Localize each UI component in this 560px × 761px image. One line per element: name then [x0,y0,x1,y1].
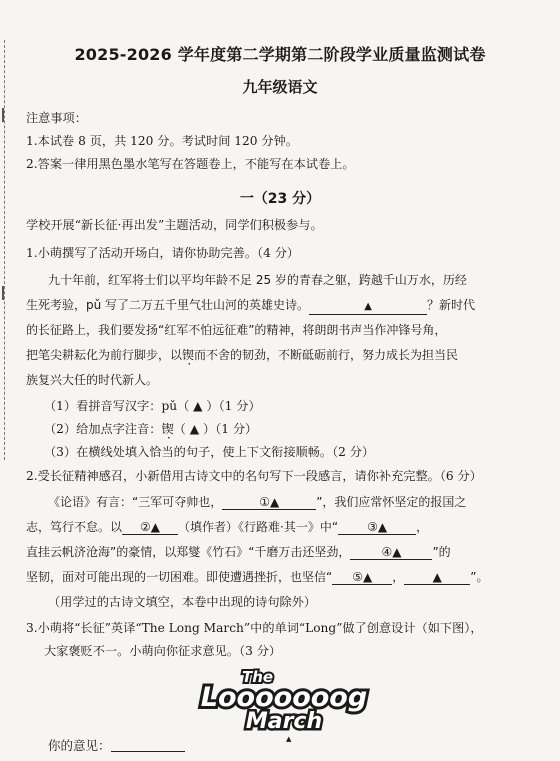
long-march-logo [190,662,378,732]
q2-line-3 [26,544,546,560]
q1-sub-2 [44,421,560,437]
q2-line-1 [48,494,560,510]
q1-sub-text: （2）给加点字注音： [44,422,162,436]
q2-blank-1: ①▲ [222,495,316,510]
binding-dashed-line [4,40,5,460]
q1-text: 把笔尖耕耘化为前行脚步，以 [26,348,183,362]
q2-blank-6: ▲ [404,570,470,585]
q2-text: 坚韧，面对可能出现的一切困难。即使遭遇挫折，也坚信“ [26,570,333,584]
q1-paragraph-line-3: 的长征路上，我们要发扬“红军不怕远征难”的精神，将朗朗书声当作冲锋号角， [26,323,447,337]
q2-text: ， [416,520,429,534]
q2-blank-2: ②▲ [122,520,178,535]
q3-prompt-line-1: 3.小萌将“长征”英译“The Long March”中的单词“Long”做了创意设计（如下图）， [26,621,483,635]
q1-sub-text: （ ▲ ）（1 分） [173,422,258,436]
q2-blank-5: ⑤▲ [332,570,392,585]
notice-item-2: 2.答案一律用黑色墨水笔写在答题卷上，不能写在本试卷上。 [26,157,355,171]
q1-text: 而不舍的韧劲，不断砥砺前行，努力成长为担当民 [194,348,459,362]
q3-opinion [48,736,185,754]
q2-text: ”。 [470,570,489,584]
q2-text: （填作者）《行路难·其一》中“ [178,520,339,534]
q1-paragraph-line-4 [26,347,546,363]
logo-word-long: Looooooog [200,682,368,713]
section-intro: 学校开展“新长征·再出发”主题活动，同学们积极参与。 [26,218,323,232]
q1-paragraph-line-1: 九十年前，红军将士们以平均年龄不足 25 岁的青春之躯，跨越千山万水，历经 [48,273,467,287]
section-heading: 一（23 分） [239,191,321,207]
q1-paragraph-line-2 [26,297,546,315]
q2-text: 志，笃行不怠。以 [26,520,123,534]
exam-title: 2025-2026 学年度第二学期第二阶段学业质量监测试卷 [74,45,486,64]
q1-paragraph-line-5: 族复兴大任的时代新人。 [26,373,159,387]
q3-prompt-line-2: 大家褒贬不一。小萌向你征求意见。（3 分） [44,644,282,658]
q1-sub-1: （1）看拼音写汉字：pǔ（ ▲ ）（1 分） [44,399,261,413]
q2-line-4 [26,569,546,585]
notice-label: 注意事项： [26,111,87,125]
q2-text: ”的 [432,545,451,559]
logo-word-march: March [245,709,323,732]
q2-text: ”，我们应常怀坚定的报国之 [316,495,467,509]
q1-answer-blank [309,298,427,315]
binding-mark [2,286,10,300]
q1-sub-dotted-char: 锲 [161,422,174,436]
q1-prompt: 1.小萌撰写了活动开场白，请你协助完善。（4 分） [26,246,300,260]
q2-line-2 [26,519,546,535]
exam-subject: 九年级语文 [242,78,318,96]
answer-triangle: ▲ [364,301,372,312]
q3-opinion-blank[interactable] [111,751,185,752]
binding-mark [2,108,10,122]
q2-blank-4: ④▲ [350,545,432,560]
notice-item-1: 1.本试卷 8 页，共 120 分。考试时间 120 分钟。 [26,134,298,148]
q1-sub-3: （3）在横线处填入恰当的句子，使上下文衔接顺畅。（2 分） [44,445,375,459]
q2-text: 《论语》有言：“三军可夺帅也， [48,495,223,509]
q2-text: ， [392,570,405,584]
logo-word-the: The [242,668,274,686]
q2-text: 直挂云帆济沧海”的豪情，以郑燮《竹石》“千磨万击还坚劲， [26,545,351,559]
page-triangle-mark: ▲ [286,735,292,743]
q1-text: ？新时代 [427,298,476,312]
q2-note: （用学过的古诗文填空，本卷中出现的诗句除外） [48,595,317,609]
q2-prompt: 2.受长征精神感召，小新借用古诗文中的名句写下一段感言，请你补充完整。（6 分） [26,469,482,483]
q3-opinion-label: 你的意见： [48,738,111,753]
q2-blank-3: ③▲ [338,520,416,535]
q1-dotted-char: 锲 [182,348,195,362]
q1-text: 生死考验，pǔ 写了二万五千里气壮山河的英雄史诗。 [26,298,310,312]
